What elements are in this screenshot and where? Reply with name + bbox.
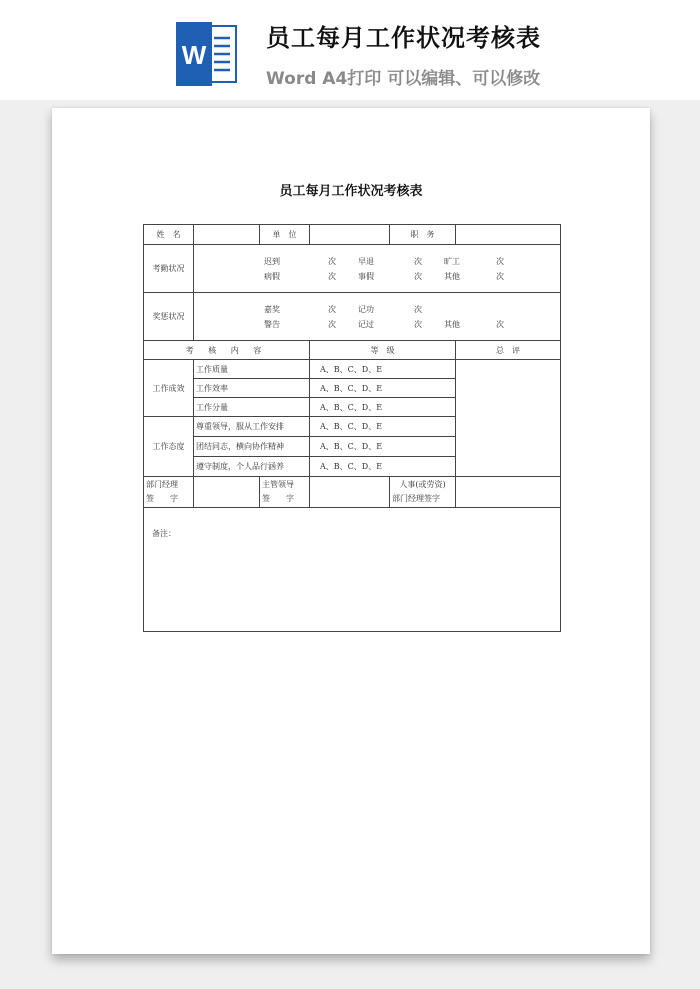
list-item: 警告: [264, 319, 280, 329]
attendance-cell[interactable]: [194, 245, 561, 293]
table-row: [144, 477, 561, 508]
table-row: [144, 360, 561, 379]
list-item: 次: [496, 256, 504, 266]
supervisor-signature-label: [260, 477, 310, 508]
unit-label: 单 位: [260, 225, 310, 245]
assessment-item: 工作分量: [194, 398, 310, 417]
rewards-label: 奖惩状况: [144, 293, 194, 341]
banner-title: 员工每月工作状况考核表: [266, 24, 541, 52]
list-item: 次: [496, 319, 504, 329]
banner-subtitle: Word A4打印 可以编辑、可以修改: [266, 69, 541, 89]
list-item: 次: [328, 256, 336, 266]
grade-options[interactable]: A、B、C、D、E: [310, 379, 456, 398]
rewards-cell[interactable]: [194, 293, 561, 341]
list-item: 事假: [358, 271, 374, 281]
name-label: 姓 名: [144, 225, 194, 245]
signature-label-line: 主管领导: [262, 480, 294, 489]
signature-label-line: 签 字: [262, 494, 294, 503]
assessment-item: 工作效率: [194, 379, 310, 398]
table-row: [144, 293, 561, 341]
grade-options[interactable]: A、B、C、D、E: [310, 457, 456, 477]
list-item: [444, 304, 496, 315]
list-item: 次: [414, 319, 422, 329]
unit-field[interactable]: [310, 225, 390, 245]
list-item: 次: [328, 319, 336, 329]
assessment-item: 团结同志，横向协作精神: [194, 437, 310, 457]
list-item: 旷工: [444, 256, 460, 266]
grade-options[interactable]: A、B、C、D、E: [310, 417, 456, 437]
position-field[interactable]: [456, 225, 561, 245]
list-item: 其他: [444, 271, 460, 281]
table-row: [144, 225, 561, 245]
list-item: 记过: [358, 319, 374, 329]
table-row: [144, 341, 561, 360]
document-page: [52, 108, 650, 954]
document-title: 员工每月工作状况考核表: [279, 184, 423, 199]
assessment-item: 工作质量: [194, 360, 310, 379]
rewards-grid: [264, 304, 558, 330]
signature-label-line: 部门经理: [146, 480, 178, 489]
grade-header: 等 级: [310, 341, 456, 360]
review-field[interactable]: [456, 360, 561, 477]
list-item: 次: [414, 256, 422, 266]
list-item: 次: [496, 271, 504, 281]
table-row: [144, 245, 561, 293]
hr-signature-field[interactable]: [456, 477, 561, 508]
name-field[interactable]: [194, 225, 260, 245]
grade-options[interactable]: A、B、C、D、E: [310, 360, 456, 379]
assessment-form-table: [143, 224, 561, 632]
list-item: 其他: [444, 319, 460, 329]
assessment-item: 遵守制度，个人品行涵养: [194, 457, 310, 477]
list-item: 早退: [358, 256, 374, 266]
svg-text:W: W: [181, 40, 207, 70]
list-item: 迟到: [264, 256, 280, 266]
signature-label-line: 部门经理签字: [392, 494, 440, 503]
attendance-grid: [264, 256, 558, 282]
attitude-label: 工作态度: [144, 417, 194, 477]
dept-manager-signature-label: [144, 477, 194, 508]
notes-field[interactable]: [144, 508, 561, 632]
notes-label: 备注：: [152, 529, 176, 538]
list-item: 次: [414, 304, 422, 314]
list-item: 病假: [264, 271, 280, 281]
list-item: 次: [328, 271, 336, 281]
list-item: 次: [414, 271, 422, 281]
attendance-label: 考勤状况: [144, 245, 194, 293]
list-item: [496, 304, 516, 315]
table-row: [144, 508, 561, 632]
position-label: 职 务: [390, 225, 456, 245]
review-header: 总 评: [456, 341, 561, 360]
supervisor-signature-field[interactable]: [310, 477, 390, 508]
performance-label: 工作成效: [144, 360, 194, 417]
signature-label-line: 签 字: [146, 494, 178, 503]
signature-label-line: 人事(或劳资): [399, 480, 446, 489]
assessment-item: 尊重领导，服从工作安排: [194, 417, 310, 437]
list-item: 记功: [358, 304, 374, 314]
grade-options[interactable]: A、B、C、D、E: [310, 437, 456, 457]
hr-signature-label: [390, 477, 456, 508]
header-banner: [0, 0, 700, 100]
list-item: 嘉奖: [264, 304, 280, 314]
grade-options[interactable]: A、B、C、D、E: [310, 398, 456, 417]
dept-manager-signature-field[interactable]: [194, 477, 260, 508]
word-document-icon: [176, 22, 238, 86]
list-item: 次: [328, 304, 336, 314]
assessment-content-header: 考 核 内 容: [144, 341, 310, 360]
